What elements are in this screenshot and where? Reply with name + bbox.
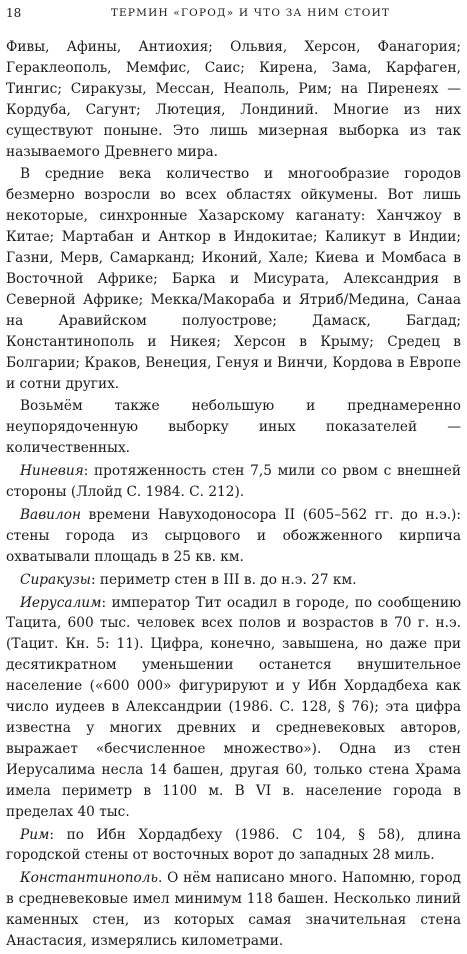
paragraph-rome xyxy=(6,825,461,867)
paragraph-jerusalem xyxy=(6,593,461,823)
city-name: Константинополь xyxy=(20,870,158,887)
paragraph-syracuse xyxy=(6,570,461,591)
paragraph-text: Фивы, Афины, Антиохия; Ольвия, Херсон, Фанагория; Гераклеополь, Мемфис, Саис; Кирена, Зама, Карфаген, Тингис; Сиракузы, Мессан, Неаполь, Рим; на Пиренеях — Кордуба, Сагунт; Лютеция, Лондиний. Многие из них существуют поныне. Это лишь мизерная выборка из так называемого Древнего мира. xyxy=(6,39,461,160)
city-name: Ниневия xyxy=(20,463,84,480)
paragraph-ancient-cities xyxy=(6,37,461,162)
page-number: 18 xyxy=(6,6,22,20)
paragraph-text: В средние века количество и многообразие городов безмерно возросли во всех областях ойкумены. Вот лишь некоторые, синхронные Хазарскому каганату: Ханчжоу в Китае; Мартабан и Анткор в Индокитае; Каликут в Индии; Газни, Мерв, Самарканд; Иконий, Хале; Киева и Момбаса в Восточной Африке; Барка и Мисурата, Александрия в Северной Африке; Мекка/Макораба и Ятриб/Медина, Санаа на Аравийском полуострове; Дамаск, Багдад; Константинополь и Никея; Херсон в Крыму; Средец в Болгарии; Краков, Венеция, Генуя и Винчи, Кордова в Европе и сотни других. xyxy=(6,166,461,392)
paragraph-text: : император Тит осадил в городе, по сообщению Тацита, 600 тыс. человек всех полов и возрастов в 70 г. н.э. (Тацит. Кн. 5: 11). Цифра, конечно, завышена, но даже при десятикратном уменьшении останется внушительное население («600 000» фигурируют и у Ибн Хордадбеха как число иудеев в Александрии (1986. С. 128, § 76); эта цифра известна у многих древних и средневековых авторов, выражает «бесчисленное множество»). Одна из стен Иерусалима несла 14 башен, другая 60, только стена Храма имела периметр в 1100 м. В VI в. население города в пределах 40 тыс. xyxy=(6,594,461,820)
paragraph-text: : периметр стен в III в. до н.э. 27 км. xyxy=(90,571,357,588)
city-name: Рим xyxy=(20,826,50,843)
paragraph-text: : по Ибн Хордадбеху (1986. С 104, § 58), длина городской стены от восточных ворот до западных 28 миль. xyxy=(6,826,461,864)
paragraph-medieval-cities xyxy=(6,164,461,394)
paragraph-text: . О нём написано много. Напомню, город в средневековые имел минимум 118 башен. Несколько линий каменных стен, из которых самая значительная стена Анастасия, измерялись километрами. xyxy=(6,870,461,950)
city-name: Сиракузы xyxy=(20,571,91,588)
paragraph-text: времени Навуходоносора II (605–562 гг. до н.э.): стены города из сырцового и обожженного кирпича охватывали площадь в 25 кв. км. xyxy=(6,506,461,565)
city-name: Иерусалим xyxy=(20,594,102,611)
paragraph-constantinople xyxy=(6,868,461,952)
paragraph-babylon xyxy=(6,505,461,568)
running-header xyxy=(6,6,461,22)
body-text xyxy=(6,37,461,954)
paragraph-sample-intro xyxy=(6,396,461,459)
paragraph-text: : протяженность стен 7,5 мили со рвом с внешней стороны (Ллойд С. 1984. С. 212). xyxy=(6,463,461,501)
city-name: Вавилон xyxy=(20,506,81,523)
running-title: ТЕРМИН «ГОРОД» И ЧТО ЗА НИМ СТОИТ xyxy=(110,7,391,19)
paragraph-text: Возьмём также небольшую и преднамеренно неупорядоченную выборку иных показателей — количественных. xyxy=(6,398,461,457)
paragraph-nineveh xyxy=(6,461,461,503)
